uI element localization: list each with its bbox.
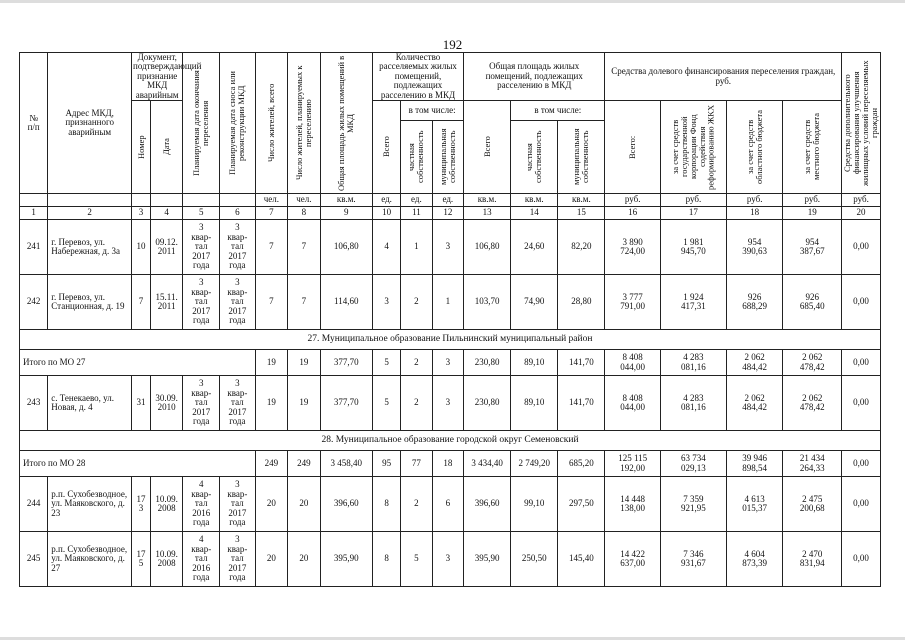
header-area-municipal: муниципальная собственность	[571, 128, 591, 186]
table-cell: 2 470 831,94	[783, 532, 842, 587]
unit-cell: чел.	[255, 194, 287, 207]
unit-cell	[48, 194, 132, 207]
address-cell: г. Перевоз, ул. Станционная, д. 19	[48, 275, 132, 330]
table-row	[20, 275, 881, 330]
table-cell: 106,80	[464, 220, 511, 275]
header-plan-demolish: Планируемая дата сноса или реконструкции МКД	[227, 71, 247, 175]
table-cell: 2	[401, 376, 432, 431]
table-cell: 377,70	[320, 376, 372, 431]
table-cell: 926 685,40	[783, 275, 842, 330]
unit-cell: кв.м.	[558, 194, 605, 207]
header-total-area: Общая площадь жилых помещений в МКД	[336, 55, 356, 191]
address-cell: р.п. Сухобезводное, ул. Маяковского, д. 27	[48, 532, 132, 587]
table-cell: 145,40	[558, 532, 605, 587]
table-cell: 243	[20, 376, 48, 431]
column-number-cell: 1	[20, 207, 48, 220]
table-cell: 14 448 138,00	[605, 477, 661, 532]
total-cell: 3 458,40	[320, 451, 372, 477]
table-cell: 19	[255, 376, 287, 431]
table-cell: 3	[372, 275, 400, 330]
table-cell: 7	[255, 275, 287, 330]
table-cell: 954 390,63	[726, 220, 783, 275]
table-cell: 3 квар- тал 2017 года	[220, 220, 256, 275]
table-cell: 106,80	[320, 220, 372, 275]
table-cell: 3	[432, 532, 463, 587]
table-cell: 31	[132, 376, 151, 431]
table-cell: 3 квар- тал 2017 года	[220, 477, 256, 532]
address-cell: р.п. Сухобезводное, ул. Маяковского, д. 23	[48, 477, 132, 532]
table-cell: 20	[255, 477, 287, 532]
table-cell: 3 квар- тал 2017 года	[220, 532, 256, 587]
table-cell: 8 408 044,00	[605, 376, 661, 431]
column-number-cell: 10	[372, 207, 400, 220]
table-cell: 17 3	[132, 477, 151, 532]
total-cell: 377,70	[320, 350, 372, 376]
section-title: 28. Муниципальное образование городской округ Семеновский	[20, 431, 881, 451]
total-cell: 95	[372, 451, 400, 477]
column-number-cell: 17	[660, 207, 726, 220]
table-cell: 3	[432, 376, 463, 431]
section-title: 27. Муниципальное образование Пильнинский муниципальный район	[20, 330, 881, 350]
total-cell: 3 434,40	[464, 451, 511, 477]
total-cell: 63 734 029,13	[660, 451, 726, 477]
total-cell: 21 434 264,33	[783, 451, 842, 477]
table-cell: 141,70	[558, 376, 605, 431]
table-cell: 2 062 484,42	[726, 376, 783, 431]
table-cell: 250,50	[511, 532, 558, 587]
table-cell: 395,90	[464, 532, 511, 587]
resettlement-table	[19, 52, 881, 587]
table-cell: 3 квар- тал 2017 года	[183, 220, 220, 275]
table-cell: 20	[288, 532, 320, 587]
table-cell: 09.12. 2011	[150, 220, 182, 275]
table-cell: 20	[288, 477, 320, 532]
total-cell: 685,20	[558, 451, 605, 477]
column-number-cell: 12	[432, 207, 463, 220]
total-cell: 2 062 478,42	[783, 350, 842, 376]
header-count-incl: в том числе:	[401, 101, 464, 121]
total-cell: 230,80	[464, 350, 511, 376]
column-number-cell: 4	[150, 207, 182, 220]
unit-cell: руб.	[726, 194, 783, 207]
unit-cell: ед.	[372, 194, 400, 207]
header-doc: Документ, подтверждающий признание МКД аварийным	[133, 52, 202, 100]
table-cell: 7 359 921,95	[660, 477, 726, 532]
column-number-cell: 16	[605, 207, 661, 220]
header-area-total: Всего	[481, 136, 492, 158]
table-cell: 3 777 791,00	[605, 275, 661, 330]
unit-cell: кв.м.	[464, 194, 511, 207]
total-cell: 2	[401, 350, 432, 376]
total-cell: 3	[432, 350, 463, 376]
total-row	[20, 350, 881, 376]
table-cell: 0,00	[842, 275, 881, 330]
total-cell: 249	[255, 451, 287, 477]
page-number: 192	[442, 37, 463, 52]
unit-cell: руб.	[783, 194, 842, 207]
total-cell: 19	[255, 350, 287, 376]
table-cell: 395,90	[320, 532, 372, 587]
total-cell: 77	[401, 451, 432, 477]
header-funds-extra: Средства дополнительного финансирования улучшения жилищных условий переселяемых граждан	[842, 60, 879, 186]
table-cell: 14 422 637,00	[605, 532, 661, 587]
header-area-group: Общая площадь жилых помещений, подлежащих расселению в МКД	[464, 53, 605, 101]
scan-edge-top	[0, 0, 905, 3]
column-number-cell: 20	[842, 207, 881, 220]
units-row	[20, 194, 881, 207]
total-cell: 0,00	[842, 451, 881, 477]
total-cell: 18	[432, 451, 463, 477]
unit-cell	[132, 194, 151, 207]
table-cell: 3 890 724,00	[605, 220, 661, 275]
unit-cell: кв.м.	[320, 194, 372, 207]
total-cell: 141,70	[558, 350, 605, 376]
table-cell: 28,80	[558, 275, 605, 330]
header-funds-group: Средства долевого финансирования переселения граждан, руб.	[605, 53, 842, 101]
column-number-cell: 14	[511, 207, 558, 220]
table-cell: 0,00	[842, 477, 881, 532]
header-count-group: Количество расселяемых жилых помещений, подлежащих расселению в МКД	[372, 53, 463, 101]
header-funds-local: за счет средств местного бюджета	[802, 113, 822, 181]
table-cell: 245	[20, 532, 48, 587]
table-cell: 0,00	[842, 532, 881, 587]
unit-cell: кв.м.	[511, 194, 558, 207]
header-area-incl: в том числе:	[511, 101, 605, 121]
table-cell: 297,50	[558, 477, 605, 532]
table-cell: 99,10	[511, 477, 558, 532]
table-cell: 10.09. 2008	[150, 532, 182, 587]
header-residents-plan: Число жителей, планируемых к переселению	[293, 65, 313, 181]
column-numbers-row	[20, 207, 881, 220]
table-cell: 2 475 200,68	[783, 477, 842, 532]
table-cell: 242	[20, 275, 48, 330]
table-cell: 3 квар- тал 2017 года	[220, 376, 256, 431]
column-number-cell: 7	[255, 207, 287, 220]
table-cell: 4 283 081,16	[660, 376, 726, 431]
column-number-cell: 9	[320, 207, 372, 220]
table-cell: 19	[288, 376, 320, 431]
table-row	[20, 477, 881, 532]
address-cell: с. Тенекаево, ул. Новая, д. 4	[48, 376, 132, 431]
table-cell: 1	[432, 275, 463, 330]
header-address: Адрес МКД, признанного аварийным	[48, 53, 132, 194]
table-cell: 244	[20, 477, 48, 532]
table-cell: 4 613 015,37	[726, 477, 783, 532]
unit-cell: руб.	[842, 194, 881, 207]
unit-cell: ед.	[432, 194, 463, 207]
table-cell: 103,70	[464, 275, 511, 330]
unit-cell	[20, 194, 48, 207]
unit-cell	[220, 194, 256, 207]
table-cell: 24,60	[511, 220, 558, 275]
table-cell: 3	[432, 220, 463, 275]
table-cell: 89,10	[511, 376, 558, 431]
column-number-cell: 18	[726, 207, 783, 220]
header-funds-region: за счет средств областного бюджета	[744, 110, 764, 185]
table-cell: 0,00	[842, 220, 881, 275]
header-count-private: частная собственность	[406, 130, 426, 184]
table-cell: 2	[401, 275, 432, 330]
column-number-cell: 8	[288, 207, 320, 220]
table-cell: 2 062 478,42	[783, 376, 842, 431]
total-cell: 5	[372, 350, 400, 376]
table-row	[20, 532, 881, 587]
column-number-cell: 2	[48, 207, 132, 220]
unit-cell: чел.	[288, 194, 320, 207]
total-label: Итого по МО 27	[20, 350, 256, 376]
column-number-cell: 5	[183, 207, 220, 220]
header-funds-total: Всего:	[627, 135, 638, 159]
table-row	[20, 220, 881, 275]
table-cell: 396,60	[320, 477, 372, 532]
table-cell: 4 квар- тал 2016 года	[183, 532, 220, 587]
table-cell: 230,80	[464, 376, 511, 431]
column-number-cell: 15	[558, 207, 605, 220]
table-cell: 396,60	[464, 477, 511, 532]
unit-cell: руб.	[660, 194, 726, 207]
total-cell: 19	[288, 350, 320, 376]
table-row	[20, 376, 881, 431]
column-number-cell: 3	[132, 207, 151, 220]
table-cell: 7	[132, 275, 151, 330]
table-cell: 74,90	[511, 275, 558, 330]
table-cell: 8	[372, 477, 400, 532]
table-cell: 954 387,67	[783, 220, 842, 275]
column-number-cell: 6	[220, 207, 256, 220]
column-number-cell: 19	[783, 207, 842, 220]
table-cell: 3 квар- тал 2017 года	[183, 275, 220, 330]
table-cell: 7	[255, 220, 287, 275]
table-cell: 7	[288, 220, 320, 275]
table-cell: 8	[372, 532, 400, 587]
section-row	[20, 431, 881, 451]
table-cell: 1	[401, 220, 432, 275]
total-cell: 125 115 192,00	[605, 451, 661, 477]
table-cell: 15.11. 2011	[150, 275, 182, 330]
table-cell: 10.09. 2008	[150, 477, 182, 532]
table-cell: 5	[401, 532, 432, 587]
table-cell: 2	[401, 477, 432, 532]
table-cell: 7 346 931,67	[660, 532, 726, 587]
table-cell: 926 688,29	[726, 275, 783, 330]
column-number-cell: 11	[401, 207, 432, 220]
total-cell: 2 749,20	[511, 451, 558, 477]
total-cell: 0,00	[842, 350, 881, 376]
total-cell: 8 408 044,00	[605, 350, 661, 376]
total-row	[20, 451, 881, 477]
table-cell: 5	[372, 376, 400, 431]
total-cell: 89,10	[511, 350, 558, 376]
table-cell: 10	[132, 220, 151, 275]
header-count-municipal: муниципальная собственность	[437, 128, 457, 186]
unit-cell	[183, 194, 220, 207]
table-cell: 17 5	[132, 532, 151, 587]
column-number-cell: 13	[464, 207, 511, 220]
unit-cell: руб.	[605, 194, 661, 207]
table-cell: 4 квар- тал 2016 года	[183, 477, 220, 532]
table-cell: 114,60	[320, 275, 372, 330]
unit-cell	[150, 194, 182, 207]
unit-cell: ед.	[401, 194, 432, 207]
header-plan-end: Планируемая дата окончания переселения	[191, 70, 211, 176]
table-cell: 0,00	[842, 376, 881, 431]
total-cell: 4 283 081,16	[660, 350, 726, 376]
table-cell: 7	[288, 275, 320, 330]
header-no: № п/п	[20, 53, 48, 194]
table-cell: 3 квар- тал 2017 года	[183, 376, 220, 431]
address-cell: г. Перевоз, ул. Набережная, д. 3а	[48, 220, 132, 275]
header-funds-fund: за счет средств государственной корпорации Фонд содействия реформированию ЖКХ	[670, 104, 716, 190]
total-label: Итого по МО 28	[20, 451, 256, 477]
header-doc-date: Дата	[161, 138, 172, 156]
total-cell: 2 062 484,42	[726, 350, 783, 376]
table-cell: 82,20	[558, 220, 605, 275]
table-cell: 4 604 873,39	[726, 532, 783, 587]
header-count-total: Всего	[381, 136, 392, 158]
total-cell: 39 946 898,54	[726, 451, 783, 477]
table-cell: 30.09. 2010	[150, 376, 182, 431]
table-cell: 241	[20, 220, 48, 275]
table-cell: 4	[372, 220, 400, 275]
header-residents: Число жителей, всего	[265, 83, 276, 163]
table-cell: 1 924 417,31	[660, 275, 726, 330]
header-doc-num: Номер	[135, 135, 146, 159]
section-row	[20, 330, 881, 350]
header-area-private: частная собственность	[524, 130, 544, 184]
table-cell: 6	[432, 477, 463, 532]
table-cell: 3 квар- тал 2017 года	[220, 275, 256, 330]
table-cell: 20	[255, 532, 287, 587]
table-cell: 1 981 945,70	[660, 220, 726, 275]
total-cell: 249	[288, 451, 320, 477]
